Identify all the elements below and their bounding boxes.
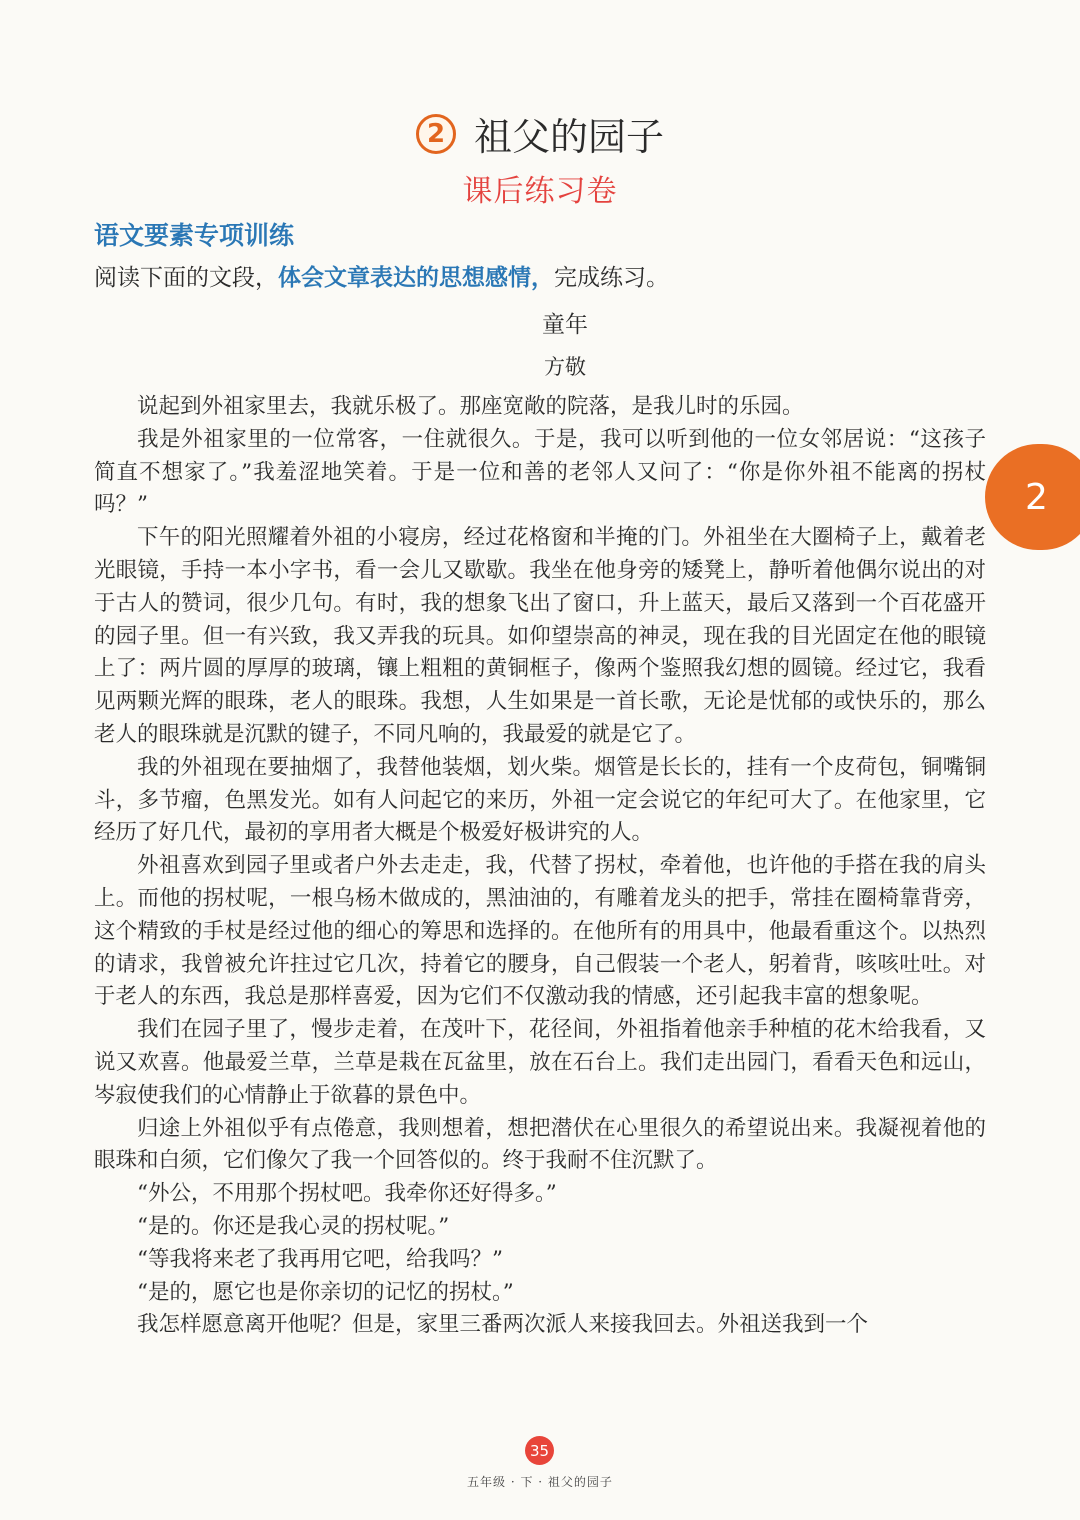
footer-caption: 五年级 · 下 · 祖父的园子 bbox=[467, 1475, 613, 1489]
paragraph: 归途上外祖似乎有点倦意，我则想着，想把潜伏在心里很久的希望说出来。我凝视着他的眼珠和白须，它们像欠了我一个回答似的。终于我耐不住沉默了。 bbox=[94, 1115, 986, 1174]
section-title: 语文要素专项训练 bbox=[94, 221, 295, 250]
page-number: 35 bbox=[525, 1436, 554, 1465]
worksheet-subtitle: 课后练习卷 bbox=[462, 174, 618, 209]
lesson-header bbox=[0, 106, 1080, 161]
article-author: 方敬 bbox=[544, 355, 586, 379]
paragraph: 我们在园子里了，慢步走着，在茂叶下，花径间，外祖指着他亲手种植的花木给我看，又说又欢喜。他最爱兰草，兰草是栽在瓦盆里，放在石台上。我们走出园门，看看天色和远山，岑寂使我们的心情静止于欲暮的景色中。 bbox=[94, 1017, 986, 1108]
lesson-number-badge: 2 bbox=[416, 114, 456, 154]
lesson-title: 祖父的园子 bbox=[473, 115, 664, 159]
paragraph: “等我将来老了我再用它吧，给我吗？” bbox=[137, 1246, 503, 1272]
paragraph: “是的。你还是我心灵的拐杖呢。” bbox=[137, 1213, 450, 1239]
instruction bbox=[94, 259, 669, 292]
paragraph: “外公，不用那个拐杖吧。我牵你还好得多。” bbox=[137, 1181, 557, 1207]
paragraph: 我怎样愿意离开他呢？但是，家里三番两次派人来接我回去。外祖送我到一个 bbox=[137, 1312, 869, 1338]
instruction-text: 阅读下面的文段， bbox=[94, 265, 278, 291]
paragraph: “是的，愿它也是你亲切的记忆的拐杖。” bbox=[137, 1279, 514, 1305]
instruction-highlight: 体会文章表达的思想感情， bbox=[278, 265, 554, 291]
article-body bbox=[94, 391, 986, 1342]
instruction-text-end: 完成练习。 bbox=[554, 265, 669, 291]
paragraph: 我的外祖现在要抽烟了，我替他装烟，划火柴。烟管是长长的，挂有一个皮荷包，铜嘴铜斗，多节瘤，色黑发光。如有人问起它的来历，外祖一定会说它的年纪可大了。在他家里，它经历了好几代，最初的享用者大概是个极爱好极讲究的人。 bbox=[94, 754, 986, 846]
paragraph: 我是外祖家里的一位常客，一住就很久。于是，我可以听到他的一位女邻居说：“这孩子简直不想家了。”我羞涩地笑着。于是一位和善的老邻人又问了：“你是你外祖不能离的拐杖吗？” bbox=[94, 426, 986, 518]
paragraph: 外祖喜欢到园子里或者户外去走走，我，代替了拐杖，牵着他，也许他的手搭在我的肩头上。而他的拐杖呢，一根乌杨木做成的，黑油油的，有雕着龙头的把手，常挂在圈椅靠背旁，这个精致的手杖是经过他的细心的筹思和选择的。在他所有的用具中，他最看重这个。以热烈的请求，我曾被允许拄过它几次，持着它的腰身，自己假装一个老人，躬着背，咳咳吐吐。对于老人的东西，我总是那样喜爱，因为它们不仅激动我的情感，还引起我丰富的想象呢。 bbox=[94, 853, 986, 1010]
paragraph: 下午的阳光照耀着外祖的小寝房，经过花格窗和半掩的门。外祖坐在大圈椅子上，戴着老光眼镜，手持一本小字书，看一会儿又歇歇。我坐在他身旁的矮凳上，静听着他偶尔说出的对于古人的赞词，很少几句。有时，我的想象飞出了窗口，升上蓝天，最后又落到一个百花盛开的园子里。但一有兴致，我又弄我的玩具。如仰望崇高的神灵，现在我的目光固定在他的眼镜上了：两片圆的厚厚的玻璃，镶上粗粗的黄铜框子，像两个鉴照我幻想的圆镜。经过它，我看见两颗光辉的眼珠，老人的眼珠。我想，人生如果是一首长歌，无论是忧郁的或快乐的，那么老人的眼珠就是沉默的键子，不同凡响的，我最爱的就是它了。 bbox=[94, 525, 986, 747]
paragraph: 说起到外祖家里去，我就乐极了。那座宽敞的院落，是我儿时的乐园。 bbox=[137, 394, 804, 419]
unit-side-tab: 2 bbox=[985, 444, 1080, 550]
article-title: 童年 bbox=[542, 312, 588, 338]
